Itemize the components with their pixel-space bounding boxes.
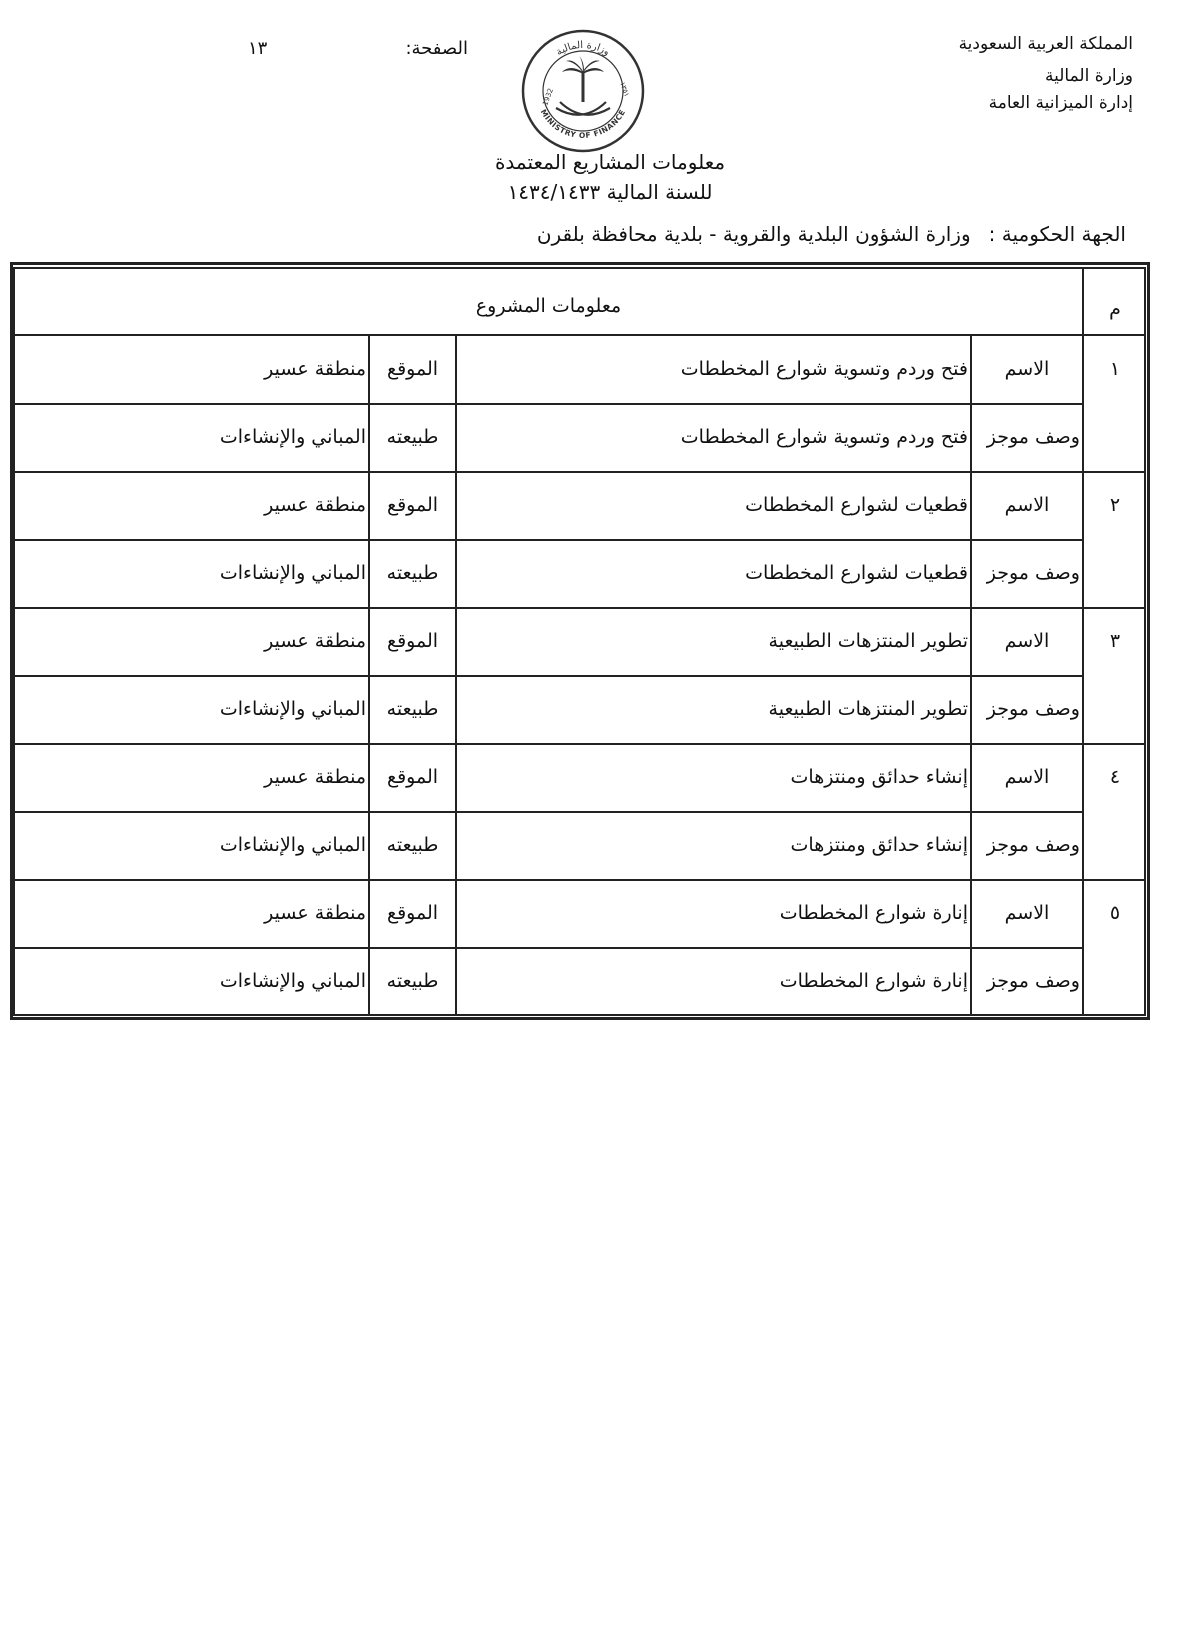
name-label: الاسم	[1004, 766, 1050, 788]
nature-label: طبيعته	[386, 834, 439, 856]
seal-year-left: 1932	[541, 87, 555, 107]
label-column-divider	[970, 744, 972, 880]
row-index: ٢	[1109, 494, 1121, 516]
location-label: الموقع	[386, 358, 439, 380]
project-nature: المباني والإنشاءات	[219, 834, 366, 856]
page-number: ١٣	[248, 38, 268, 59]
description-label: وصف موجز	[986, 970, 1080, 992]
info-column-header: معلومات المشروع	[475, 295, 622, 317]
nature-column-divider	[368, 608, 370, 744]
row-subdivider	[15, 947, 1082, 949]
country-name: المملكة العربية السعودية	[958, 34, 1133, 54]
government-entity	[537, 222, 1126, 246]
row-index: ٣	[1109, 630, 1121, 652]
project-name: إنارة شوارع المخططات	[779, 902, 968, 924]
project-description: إنارة شوارع المخططات	[779, 970, 968, 992]
row-index: ٥	[1109, 902, 1121, 924]
location-label: الموقع	[386, 630, 439, 652]
location-label: الموقع	[386, 766, 439, 788]
project-location: منطقة عسير	[264, 766, 366, 788]
index-column-header: م	[1109, 298, 1121, 320]
nature-label: طبيعته	[386, 970, 439, 992]
name-label: الاسم	[1004, 358, 1050, 380]
svg-text:وزارة المالية	[554, 40, 611, 58]
location-label: الموقع	[386, 902, 439, 924]
value-column-divider	[455, 608, 457, 744]
project-name: تطوير المنتزهات الطبيعية	[768, 630, 968, 652]
row-divider	[15, 743, 1146, 745]
department-name: إدارة الميزانية العامة	[988, 93, 1133, 113]
name-label: الاسم	[1004, 630, 1050, 652]
project-description: تطوير المنتزهات الطبيعية	[768, 698, 968, 720]
fiscal-year: للسنة المالية ١٤٣٤/١٤٣٣	[507, 180, 713, 204]
palm-tree-icon	[562, 55, 604, 102]
nature-column-divider	[368, 472, 370, 608]
description-label: وصف موجز	[986, 426, 1080, 448]
row-divider	[15, 471, 1146, 473]
project-nature: المباني والإنشاءات	[219, 426, 366, 448]
seal-bottom-text: MINISTRY OF FINANCE	[538, 107, 628, 141]
description-label: وصف موجز	[986, 834, 1080, 856]
project-description: إنشاء حدائق ومنتزهات	[790, 834, 968, 856]
nature-column-divider	[368, 744, 370, 880]
row-subdivider	[15, 811, 1082, 813]
project-name: إنشاء حدائق ومنتزهات	[790, 766, 968, 788]
header-divider	[15, 334, 1146, 336]
project-nature: المباني والإنشاءات	[219, 562, 366, 584]
ministry-name: وزارة المالية	[1045, 66, 1133, 86]
project-nature: المباني والإنشاءات	[219, 698, 366, 720]
row-divider	[15, 607, 1146, 609]
row-subdivider	[15, 675, 1082, 677]
project-name: قطعيات لشوارع المخططات	[745, 494, 968, 516]
description-label: وصف موجز	[986, 562, 1080, 584]
value-column-divider	[455, 744, 457, 880]
entity-value: وزارة الشؤون البلدية والقروية - بلدية محافظة بلقرن	[536, 222, 971, 246]
description-label: وصف موجز	[986, 698, 1080, 720]
ministry-seal-logo	[520, 28, 646, 154]
label-column-divider	[970, 608, 972, 744]
entity-label: الجهة الحكومية :	[988, 222, 1126, 246]
nature-column-divider	[368, 336, 370, 472]
project-location: منطقة عسير	[264, 902, 366, 924]
row-subdivider	[15, 403, 1082, 405]
name-label: الاسم	[1004, 902, 1050, 924]
label-column-divider	[970, 880, 972, 1016]
value-column-divider	[455, 880, 457, 1016]
value-column-divider	[455, 472, 457, 608]
seal-year-right: ١٣٥١	[618, 80, 631, 98]
project-location: منطقة عسير	[264, 630, 366, 652]
label-column-divider	[970, 472, 972, 608]
project-description: قطعيات لشوارع المخططات	[745, 562, 968, 584]
project-name: فتح وردم وتسوية شوارع المخططات	[680, 358, 968, 380]
row-index: ٤	[1109, 766, 1121, 788]
location-label: الموقع	[386, 494, 439, 516]
row-subdivider	[15, 539, 1082, 541]
svg-text:MINISTRY OF FINANCE	[539, 108, 628, 140]
name-label: الاسم	[1004, 494, 1050, 516]
project-nature: المباني والإنشاءات	[219, 970, 366, 992]
nature-column-divider	[368, 880, 370, 1016]
label-column-divider	[970, 336, 972, 472]
document-title: معلومات المشاريع المعتمدة	[494, 150, 726, 174]
project-location: منطقة عسير	[264, 494, 366, 516]
crossed-swords-icon	[556, 102, 610, 115]
project-location: منطقة عسير	[264, 358, 366, 380]
value-column-divider	[455, 336, 457, 472]
row-index: ١	[1109, 358, 1121, 380]
project-description: فتح وردم وتسوية شوارع المخططات	[680, 426, 968, 448]
seal-top-text: وزارة المالية	[554, 39, 612, 59]
row-divider	[15, 879, 1146, 881]
page-label: الصفحة:	[405, 38, 468, 59]
nature-label: طبيعته	[386, 698, 439, 720]
nature-label: طبيعته	[386, 562, 439, 584]
nature-label: طبيعته	[386, 426, 439, 448]
